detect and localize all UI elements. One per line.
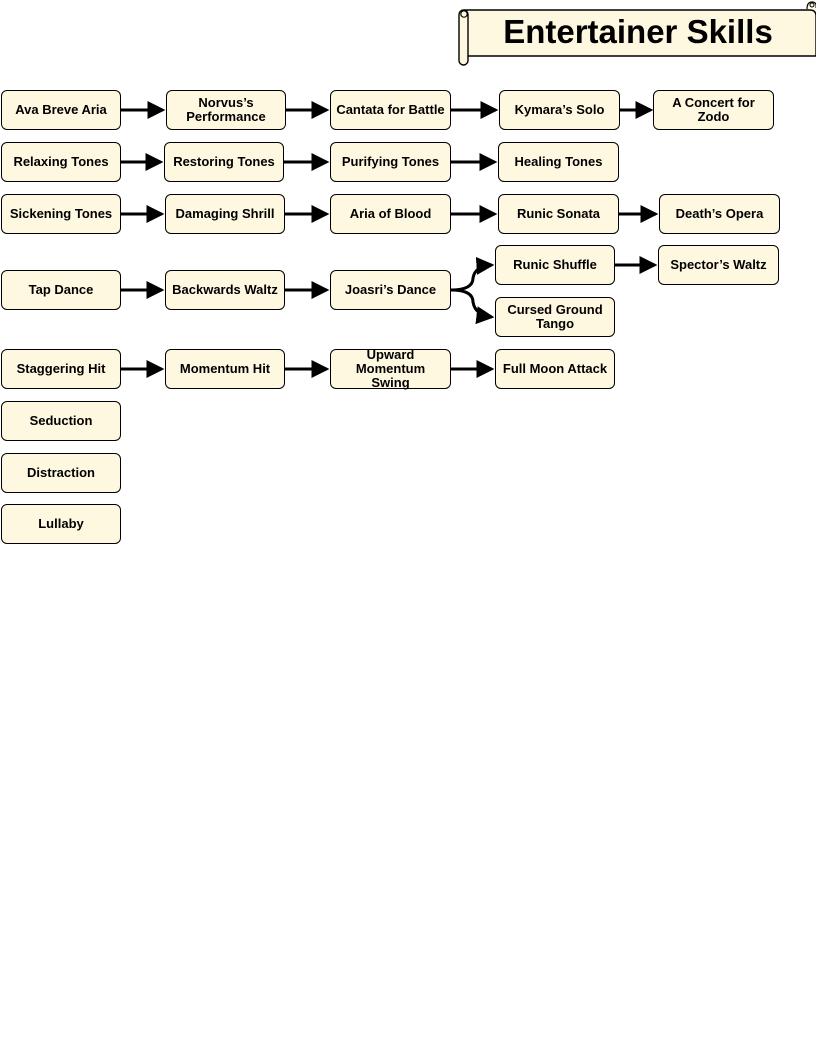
node-seduction[interactable]: Seduction [1,401,121,441]
node-joasri-dance[interactable]: Joasri’s Dance [330,270,451,310]
node-momentum-hit[interactable]: Momentum Hit [165,349,285,389]
node-runic-sonata[interactable]: Runic Sonata [498,194,619,234]
node-purifying-tones[interactable]: Purifying Tones [330,142,451,182]
node-backwards-waltz[interactable]: Backwards Waltz [165,270,285,310]
node-staggering-hit[interactable]: Staggering Hit [1,349,121,389]
node-concert-for-zodo[interactable]: A Concert for Zodo [653,90,774,130]
node-ava-breve-aria[interactable]: Ava Breve Aria [1,90,121,130]
diagram-title: Entertainer Skills [503,13,773,50]
node-cursed-ground-tango[interactable]: Cursed Ground Tango [495,297,615,337]
node-deaths-opera[interactable]: Death’s Opera [659,194,780,234]
node-cantata-for-battle[interactable]: Cantata for Battle [330,90,451,130]
node-distraction[interactable]: Distraction [1,453,121,493]
node-tap-dance[interactable]: Tap Dance [1,270,121,310]
node-sickening-tones[interactable]: Sickening Tones [1,194,121,234]
node-spectors-waltz[interactable]: Spector’s Waltz [658,245,779,285]
node-aria-of-blood[interactable]: Aria of Blood [330,194,451,234]
node-lullaby[interactable]: Lullaby [1,504,121,544]
node-runic-shuffle[interactable]: Runic Shuffle [495,245,615,285]
node-norvus-performance[interactable]: Norvus’s Performance [166,90,286,130]
node-relaxing-tones[interactable]: Relaxing Tones [1,142,121,182]
arrow-branch-runic-shuffle [451,265,492,290]
node-kymara-solo[interactable]: Kymara’s Solo [499,90,620,130]
node-healing-tones[interactable]: Healing Tones [498,142,619,182]
arrow-branch-cursed-tango [451,290,492,317]
node-restoring-tones[interactable]: Restoring Tones [164,142,284,182]
node-damaging-shrill[interactable]: Damaging Shrill [165,194,285,234]
node-full-moon-attack[interactable]: Full Moon Attack [495,349,615,389]
node-upward-momentum-swing[interactable]: Upward Momentum Swing [330,349,451,389]
